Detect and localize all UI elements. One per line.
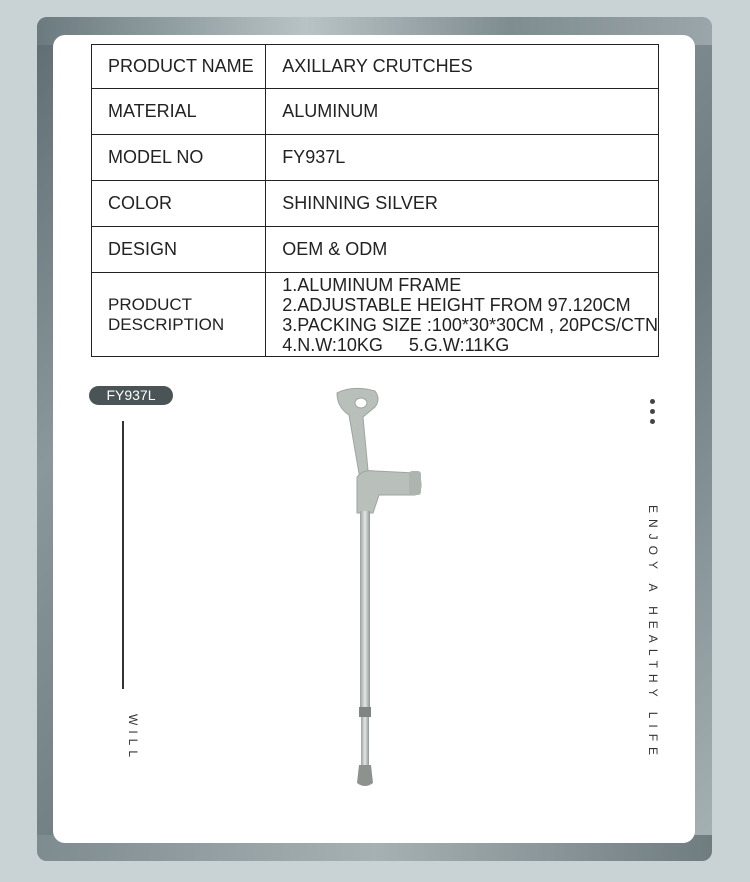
spec-label: MODEL NO — [92, 135, 266, 181]
spec-label: COLOR — [92, 181, 266, 227]
spec-table — [91, 44, 659, 357]
gross-weight: 5.G.W:11KG — [408, 334, 510, 355]
crutch-collar — [359, 707, 371, 717]
description-line: 3.PACKING SIZE :100*30*30CM , 20PCS/CTN — [282, 314, 658, 335]
spec-value: OEM & ODM — [266, 227, 659, 273]
spec-value: AXILLARY CRUTCHES — [266, 45, 659, 89]
spec-value: SHINNING SILVER — [266, 181, 659, 227]
crutch-shaft-upper — [360, 511, 370, 711]
handle-grip — [409, 471, 421, 495]
crutch-tip — [357, 765, 373, 786]
left-vertical-text: WILL — [126, 714, 140, 763]
table-row — [92, 273, 659, 357]
spec-label: MATERIAL — [92, 89, 266, 135]
description-cell — [266, 273, 659, 357]
spec-label: PRODUCT DESCRIPTION — [92, 273, 266, 357]
table-row — [92, 227, 659, 273]
description-line: 1.ALUMINUM FRAME — [282, 274, 462, 295]
spec-label: DESIGN — [92, 227, 266, 273]
table-row — [92, 181, 659, 227]
dot — [650, 399, 655, 404]
crutch-shaft-lower — [361, 717, 369, 767]
description-line: 2.ADJUSTABLE HEIGHT FROM 97.120CM — [282, 294, 631, 315]
cuff-hole — [355, 398, 367, 408]
dot — [650, 419, 655, 424]
net-weight: 4.N.W:10KG — [282, 334, 383, 355]
spec-value: FY937L — [266, 135, 659, 181]
right-vertical-text: ENJOY A HEALTHY LIFE — [646, 505, 660, 762]
vertical-dots-icon — [650, 399, 656, 429]
crutch-image — [323, 385, 433, 795]
description-line — [282, 335, 658, 355]
vertical-divider — [122, 421, 124, 689]
table-row — [92, 135, 659, 181]
model-badge: FY937L — [89, 386, 173, 405]
spec-card — [53, 35, 695, 843]
dot — [650, 409, 655, 414]
spec-value: ALUMINUM — [266, 89, 659, 135]
table-row — [92, 89, 659, 135]
spec-label: PRODUCT NAME — [92, 45, 266, 89]
table-row — [92, 45, 659, 89]
